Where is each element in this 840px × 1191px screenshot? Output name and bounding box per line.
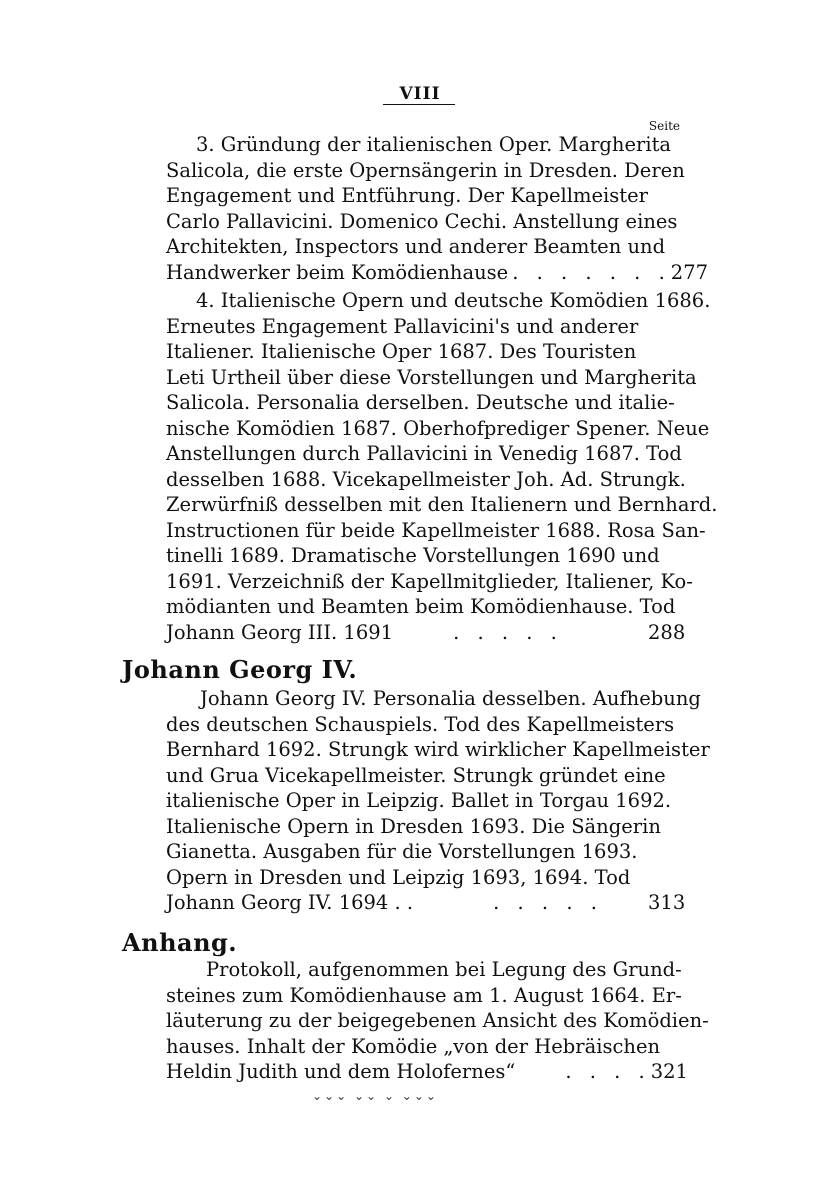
toc-line: hauses. Inhalt der Komödie „von der Hebräischen [166, 1034, 661, 1058]
toc-line: nische Komödien 1687. Oberhofprediger Spener. Neue [166, 416, 710, 440]
toc-line: Architekten, Inspectors und anderer Beamten und [166, 235, 666, 258]
page-ref[interactable]: 277 [670, 260, 709, 284]
toc-line: Italienische Opern in Dresden 1693. Die Sängerin [166, 814, 661, 838]
toc-line-last: Handwerker beim Komödienhause . . . . . . . 277 [166, 260, 709, 284]
toc-line: Bernhard 1692. Strungk wird wirklicher Kapellmeister [166, 738, 710, 761]
column-label: Seite [648, 119, 680, 133]
toc-entry [166, 288, 718, 645]
toc-line: tinelli 1689. Dramatische Vorstellungen 1690 und [166, 544, 660, 567]
toc-line: Carlo Pallavicini. Domenico Cechi. Anstellung eines [166, 209, 678, 233]
toc-line: und Grua Vicekapellmeister. Strungk gründet eine [166, 763, 666, 787]
dot-leader: . . . . . . . [512, 260, 671, 284]
toc-line: Zerwürfniß desselben mit den Italienern und Bernhard. [166, 493, 718, 516]
toc-line: Protokoll, aufgenommen bei Legung des Grund- [206, 958, 682, 981]
toc-line: 3. Gründung der italienischen Oper. Margherita [196, 133, 672, 156]
toc-line: Salicola, die erste Opernsängerin in Dresden. Deren [166, 158, 685, 182]
toc-line: Italiener. Italienische Oper 1687. Des Touristen [166, 340, 637, 363]
toc-line-last: Johann Georg IV. 1694 . . . . . . . 313 [166, 891, 686, 914]
toc-line: mödianten und Beamten beim Komödienhause. Tod [166, 595, 676, 618]
dot-leader: . . . . [565, 1060, 651, 1083]
toc-entry [166, 132, 709, 285]
page-ref[interactable]: 321 [650, 1060, 688, 1083]
toc-line: des deutschen Schauspiels. Tod des Kapellmeisters [166, 712, 675, 736]
section-heading: Anhang. [122, 928, 238, 957]
toc-line: läuterung zu der beigegebenen Ansicht des Komödien- [166, 1009, 709, 1032]
section-heading: Johann Georg IV. [122, 655, 358, 684]
toc-line: Engagement und Entführung. Der Kapellmeister [166, 184, 648, 207]
header-rule [383, 104, 455, 105]
toc-line: Leti Urtheil über diese Vorstellungen und Margherita [166, 365, 697, 389]
toc-line: Salicola. Personalia derselben. Deutsche und italie- [166, 391, 675, 414]
toc-line: Instructionen für beide Kapellmeister 1688. Rosa San- [166, 518, 706, 542]
toc-line: Gianetta. Ausgaben für die Vorstellungen 1693. [166, 840, 638, 863]
toc-line: 1691. Verzeichniß der Kapellmitglieder, Italiener, Ko- [166, 569, 693, 593]
dot-leader: . . . . . [453, 620, 563, 644]
page-ref[interactable]: 288 [648, 620, 686, 644]
toc-line-last: Heldin Judith und dem Holofernes“ . . . . 321 [166, 1060, 688, 1083]
toc-entry [166, 686, 710, 916]
toc-line: desselben 1688. Vicekapellmeister Joh. Ad. Strungk. [166, 467, 686, 491]
toc-line-last: Johann Georg III. 1691 . . . . . 288 [166, 620, 686, 644]
page-number: VIII [399, 84, 441, 104]
printer-ornament: ⌄⌄⌄ ⌄⌄ ⌄ ⌄⌄⌄ [312, 1089, 438, 1103]
page-ref[interactable]: 313 [648, 891, 686, 914]
toc-line: Opern in Dresden und Leipzig 1693, 1694. Tod [166, 865, 631, 889]
toc-line: Anstellungen durch Pallavicini in Venedig 1687. Tod [166, 442, 682, 465]
toc-line: steines zum Komödienhause am 1. August 1664. Er- [166, 983, 682, 1007]
toc-line: 4. Italienische Opern und deutsche Komödien 1686. [196, 289, 711, 312]
toc-line: Johann Georg IV. Personalia desselben. Aufhebung [200, 687, 701, 710]
toc-line: italienische Oper in Leipzig. Ballet in Torgau 1692. [166, 789, 672, 812]
dot-leader: . . . . . [493, 891, 603, 914]
toc-entry [166, 957, 709, 1085]
toc-line: Erneutes Engagement Pallavicini's und anderer [166, 314, 639, 338]
